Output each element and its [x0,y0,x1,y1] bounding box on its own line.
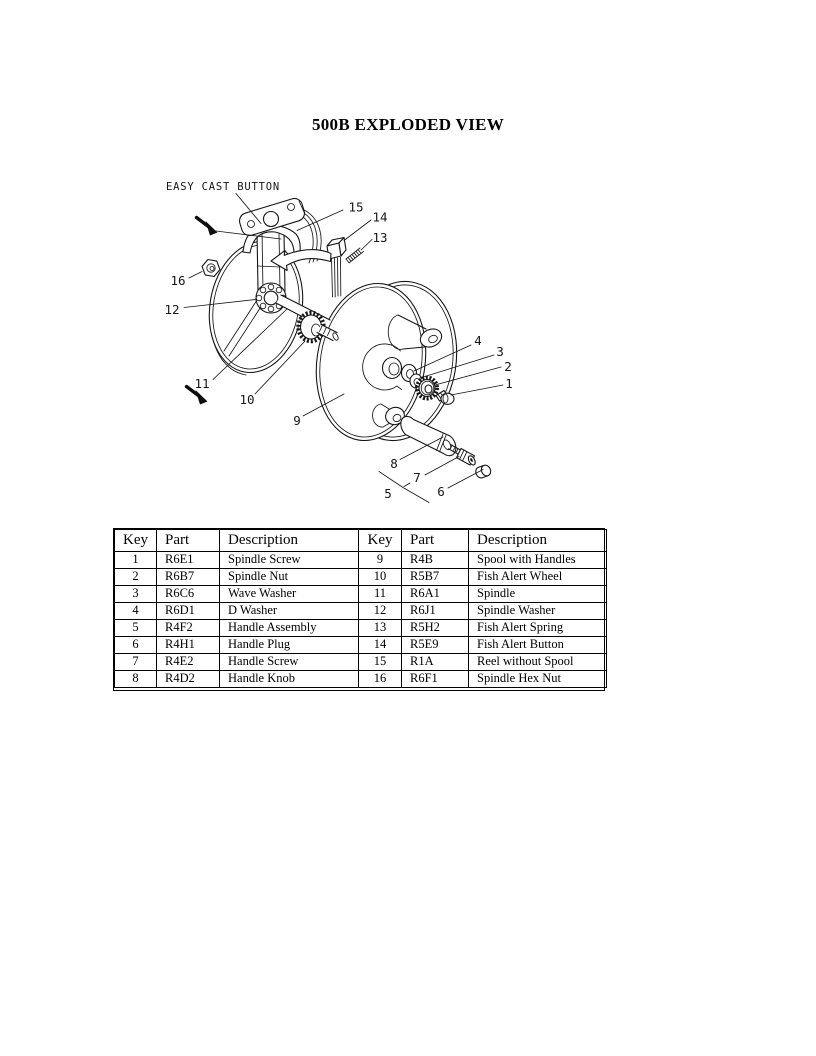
cell-key: 16 [359,671,402,688]
cell-key: 11 [359,586,402,603]
callout-label-16: 16 [170,273,186,288]
col-header-desc-right: Description [469,530,607,552]
cell-key: 6 [115,637,157,654]
cell-desc: Handle Knob [220,671,359,688]
cell-desc: Fish Alert Spring [469,620,607,637]
cell-key: 15 [359,654,402,671]
cell-desc: Spool with Handles [469,552,607,569]
callout-label-15: 15 [348,199,364,215]
callout-label-8: 8 [390,456,398,471]
cell-desc: D Washer [220,603,359,620]
callout-label-13: 13 [372,230,388,245]
cell-part: R6J1 [402,603,469,620]
callout-label-7: 7 [413,470,421,485]
fish-alert-button [327,238,346,298]
cell-key: 8 [115,671,157,688]
cell-part: R4H1 [157,637,220,654]
callout-label-6: 6 [437,484,445,499]
cell-part: R6C6 [157,586,220,603]
parts-table-frame [113,528,605,691]
callout-label-12: 12 [164,302,180,317]
callout-label-14: 14 [372,209,388,225]
table-row [115,586,607,603]
cell-part: R5H2 [402,620,469,637]
callout-label-5: 5 [384,486,392,501]
col-header-part-left: Part [157,530,220,552]
cell-key: 5 [115,620,157,637]
callout-label-4: 4 [474,333,482,348]
cell-desc: Wave Washer [220,586,359,603]
callout-label-2: 2 [504,359,512,374]
callout-label-9: 9 [293,413,301,428]
cell-key: 1 [115,552,157,569]
callout-label-11: 11 [194,376,210,391]
cell-desc: Handle Screw [220,654,359,671]
cell-desc: Spindle Nut [220,569,359,586]
table-row [115,637,607,654]
cell-key: 13 [359,620,402,637]
page-title: 500B EXPLODED VIEW [311,115,505,134]
cell-part: R6A1 [402,586,469,603]
cell-key: 7 [115,654,157,671]
cell-key: 3 [115,586,157,603]
cell-part: R6D1 [157,603,220,620]
cell-desc: Spindle Screw [220,552,359,569]
cell-part: R6E1 [157,552,220,569]
table-row [115,569,607,586]
cell-part: R1A [402,654,469,671]
cell-part: R6B7 [157,569,220,586]
spool [305,273,468,449]
cell-key: 10 [359,569,402,586]
cell-desc: Fish Alert Wheel [469,569,607,586]
table-row [115,671,607,688]
cell-key: 12 [359,603,402,620]
cell-desc: Handle Plug [220,637,359,654]
table-header-row [115,530,607,552]
cell-part: R6F1 [402,671,469,688]
cell-desc: Spindle Hex Nut [469,671,607,688]
easy-cast-label: EASY CAST BUTTON [166,181,280,193]
col-header-key-right: Key [359,530,402,552]
cell-part: R4D2 [157,671,220,688]
callout-label-3: 3 [496,344,504,359]
cell-key: 9 [359,552,402,569]
cell-key: 14 [359,637,402,654]
col-header-desc-left: Description [220,530,359,552]
spindle-nut [417,378,437,399]
cell-part: R5E9 [402,637,469,654]
callout-label-1: 1 [505,376,513,391]
cell-key: 2 [115,569,157,586]
cell-desc: Spindle Washer [469,603,607,620]
spindle-hex-nut [202,260,220,277]
table-row [115,620,607,637]
cell-part: R4B [402,552,469,569]
parts-table [114,529,607,688]
table-row [115,654,607,671]
cell-part: R5B7 [402,569,469,586]
cell-desc: Spindle [469,586,607,603]
callout-label-10: 10 [239,392,255,407]
cell-part: R4F2 [157,620,220,637]
cell-desc: Handle Assembly [220,620,359,637]
table-row [115,552,607,569]
table-row [115,603,607,620]
cell-desc: Fish Alert Button [469,637,607,654]
col-header-key-left: Key [115,530,157,552]
col-header-part-right: Part [402,530,469,552]
handle-plug [476,464,493,478]
cell-key: 4 [115,603,157,620]
cell-desc: Reel without Spool [469,654,607,671]
cell-part: R4E2 [157,654,220,671]
